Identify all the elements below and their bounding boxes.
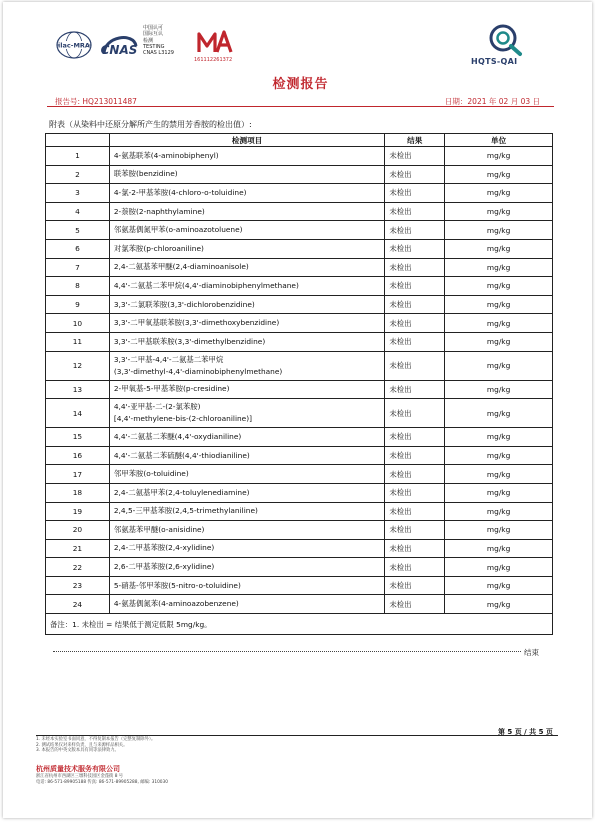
- unit-cell: mg/kg: [445, 351, 553, 380]
- company-name: 杭州质量技术服务有限公司: [36, 765, 120, 773]
- footnotes: [36, 737, 155, 754]
- test-item-name: [109, 595, 384, 614]
- table-row: [46, 239, 553, 258]
- test-item-line: 2,4-二氨基甲苯(2,4-toluylenediamine): [113, 487, 250, 497]
- test-item-name: [109, 380, 384, 399]
- row-number: 19: [46, 502, 110, 521]
- unit-cell: mg/kg: [445, 595, 553, 614]
- unit-cell: mg/kg: [445, 147, 553, 166]
- table-row: [46, 502, 553, 521]
- unit-cell: mg/kg: [445, 558, 553, 577]
- test-item-name: [109, 165, 384, 184]
- test-item-name: [109, 446, 384, 465]
- test-item-name: [109, 332, 384, 351]
- row-number: 14: [46, 399, 110, 428]
- test-item-line: 对氯苯胺(p-chloroaniline): [113, 243, 204, 253]
- test-item-line: 邻甲苯胺(o-toluidine): [113, 469, 189, 479]
- test-item-line: 3,3'-二甲氧基联苯胺(3,3'-dimethoxybenzidine): [113, 318, 280, 328]
- test-item-line: 3,3'-二氯联苯胺(3,3'-dichlorobenzidine): [113, 299, 255, 309]
- hqts-label: HQTS-QAI: [471, 57, 518, 66]
- table-row: [46, 147, 553, 166]
- row-number: 22: [46, 558, 110, 577]
- table-row: [46, 576, 553, 595]
- test-item-line: 2,6-二甲基苯胺(2,6-xylidine): [113, 562, 215, 572]
- table-row: [46, 539, 553, 558]
- test-item-name: [109, 314, 384, 333]
- table-row: [46, 521, 553, 540]
- result-cell: 未检出: [385, 558, 445, 577]
- address-line-2: 电话: 86-571-89905188 传真: 86-571-89905288, 邮编: 310030: [36, 779, 169, 785]
- result-cell: 未检出: [385, 314, 445, 333]
- test-item-name: [109, 239, 384, 258]
- footnote-1: 1. 未经本实验室书面同意，不得复制本报告（完整复制除外）。: [36, 737, 156, 742]
- table-row: [46, 380, 553, 399]
- test-item-line: 2-甲氧基-5-甲基苯胺(p-cresidine): [113, 384, 230, 394]
- table-row: [46, 221, 553, 240]
- cma-logo: [195, 28, 235, 54]
- unit-cell: mg/kg: [445, 221, 553, 240]
- table-row: [46, 184, 553, 203]
- test-item-name: [109, 428, 384, 447]
- table-body: [46, 147, 553, 614]
- result-cell: 未检出: [385, 202, 445, 221]
- table-header-row: [46, 134, 553, 147]
- report-number: 报告号: HQ213011487: [55, 97, 137, 106]
- result-cell: 未检出: [385, 147, 445, 166]
- row-number: 5: [46, 221, 110, 240]
- svg-text:CNAS: CNAS: [100, 43, 138, 57]
- unit-cell: mg/kg: [445, 295, 553, 314]
- test-item-line: 2-萘胺(2-naphthylamine): [113, 206, 205, 216]
- unit-cell: mg/kg: [445, 576, 553, 595]
- test-item-name: [109, 351, 384, 380]
- result-cell: 未检出: [385, 277, 445, 296]
- unit-cell: mg/kg: [445, 428, 553, 447]
- test-item-name: [109, 277, 384, 296]
- row-number: 13: [46, 380, 110, 399]
- row-number: 2: [46, 165, 110, 184]
- row-number: 4: [46, 202, 110, 221]
- cnas-line-4: TESTING: [143, 43, 165, 50]
- test-item-line: 4,4'-二氨基二苯硫醚(4,4'-thiodianiline): [113, 450, 250, 460]
- table-row: [46, 165, 553, 184]
- row-number: 6: [46, 239, 110, 258]
- test-item-name: [109, 521, 384, 540]
- row-number: 15: [46, 428, 110, 447]
- table-row: [46, 465, 553, 484]
- table-row: [46, 258, 553, 277]
- result-cell: 未检出: [385, 465, 445, 484]
- footnote-2: 2. 测试结果仅对来样负责，且与来源样品相关。: [36, 742, 128, 748]
- test-item-line: 4-氨基偶氮苯(4-aminoazobenzene): [113, 599, 239, 609]
- page-number: 第 5 页 / 共 5 页: [498, 728, 553, 736]
- result-cell: 未检出: [385, 295, 445, 314]
- test-item-name: [109, 295, 384, 314]
- table-row: [46, 399, 553, 428]
- row-number: 1: [46, 147, 110, 166]
- test-item-name: [109, 483, 384, 502]
- row-number: 21: [46, 539, 110, 558]
- unit-cell: mg/kg: [445, 502, 553, 521]
- dotted-divider: [53, 651, 521, 652]
- cnas-line-5: CNAS L3129: [143, 50, 174, 57]
- cnas-line-2: 国际互认: [143, 31, 164, 38]
- unit-cell: mg/kg: [445, 539, 553, 558]
- result-cell: 未检出: [385, 595, 445, 614]
- hqts-logo: [486, 22, 526, 58]
- results-table: [45, 133, 553, 635]
- row-number: 23: [46, 576, 110, 595]
- unit-cell: mg/kg: [445, 399, 553, 428]
- test-item-line: 3,3'-二甲基联苯胺(3,3'-dimethylbenzidine): [113, 336, 266, 346]
- company-address: [36, 774, 168, 785]
- test-item-name: [109, 502, 384, 521]
- header-unit: 单位: [445, 134, 553, 147]
- test-item-line: 4,4'-二氨基二苯醚(4,4'-oxydianiline): [113, 431, 242, 441]
- result-cell: 未检出: [385, 428, 445, 447]
- unit-cell: mg/kg: [445, 332, 553, 351]
- svg-text:ilac-MRA: ilac-MRA: [58, 41, 90, 50]
- header-no: [46, 134, 110, 147]
- result-cell: 未检出: [385, 351, 445, 380]
- test-item-name: [109, 465, 384, 484]
- test-item-name: [109, 558, 384, 577]
- test-item-line: 4-氨基联苯(4-aminobiphenyl): [113, 150, 219, 160]
- test-item-line: 5-硝基-邻甲苯胺(5-nitro-o-toluidine): [113, 580, 241, 590]
- result-cell: 未检出: [385, 258, 445, 277]
- test-item-line: 4-氯-2-甲基苯胺(4-chloro-o-toluidine): [113, 187, 247, 197]
- row-number: 9: [46, 295, 110, 314]
- ilac-mra-logo: [55, 30, 93, 60]
- note-text: 备注：1. 未检出 = 结果低于测定低限 5mg/kg。: [46, 614, 553, 635]
- test-item-name: [109, 258, 384, 277]
- row-number: 24: [46, 595, 110, 614]
- result-cell: 未检出: [385, 539, 445, 558]
- test-item-line: 4,4'-二氨基二苯甲烷(4,4'-diaminobiphenylmethane): [113, 280, 299, 290]
- unit-cell: mg/kg: [445, 184, 553, 203]
- result-cell: 未检出: [385, 399, 445, 428]
- row-number: 10: [46, 314, 110, 333]
- unit-cell: mg/kg: [445, 521, 553, 540]
- result-cell: 未检出: [385, 380, 445, 399]
- test-item-line: 2,4-二甲基苯胺(2,4-xylidine): [113, 543, 215, 553]
- result-cell: 未检出: [385, 221, 445, 240]
- test-item-line: 联苯胺(benzidine): [113, 169, 178, 179]
- row-number: 7: [46, 258, 110, 277]
- result-cell: 未检出: [385, 165, 445, 184]
- header-test-item: 检测项目: [109, 134, 384, 147]
- table-row: [46, 295, 553, 314]
- footnote-3: 3. 本报告的中英文版本具有同等法律效力。: [36, 748, 119, 754]
- unit-cell: mg/kg: [445, 165, 553, 184]
- cma-number: 161112261372: [194, 57, 233, 63]
- test-item-line: 4,4'-亚甲基-二-(2-氯苯胺): [113, 402, 201, 412]
- test-item-name: [109, 539, 384, 558]
- unit-cell: mg/kg: [445, 446, 553, 465]
- table-row: [46, 483, 553, 502]
- test-item-line: 邻氨基偶氮甲苯(o-aminoazotoluene): [113, 225, 243, 235]
- note-row: [46, 614, 553, 635]
- result-cell: 未检出: [385, 521, 445, 540]
- test-item-name: [109, 221, 384, 240]
- unit-cell: mg/kg: [445, 202, 553, 221]
- unit-cell: mg/kg: [445, 483, 553, 502]
- test-item-line: 邻氨基苯甲醚(o-anisidine): [113, 524, 205, 534]
- table-row: [46, 202, 553, 221]
- result-cell: 未检出: [385, 502, 445, 521]
- table-row: [46, 428, 553, 447]
- result-cell: 未检出: [385, 184, 445, 203]
- result-cell: 未检出: [385, 483, 445, 502]
- table-row: [46, 595, 553, 614]
- row-number: 12: [46, 351, 110, 380]
- test-item-name: [109, 202, 384, 221]
- table-row: [46, 314, 553, 333]
- unit-cell: mg/kg: [445, 239, 553, 258]
- table-row: [46, 558, 553, 577]
- address-line-1: 浙江省杭州市西湖区三墩科技园区金蓬街 8 号: [36, 774, 124, 779]
- footer-divider: [36, 735, 558, 736]
- cnas-line-3: 检测: [143, 37, 154, 44]
- table-row: [46, 332, 553, 351]
- cnas-logo: [98, 28, 140, 64]
- test-item-name: [109, 399, 384, 428]
- page-title: 检测报告: [272, 77, 329, 92]
- result-cell: 未检出: [385, 576, 445, 595]
- row-number: 18: [46, 483, 110, 502]
- test-item-name: [109, 576, 384, 595]
- row-number: 11: [46, 332, 110, 351]
- unit-cell: mg/kg: [445, 258, 553, 277]
- table-row: [46, 277, 553, 296]
- cnas-accreditation-text: [143, 25, 174, 56]
- test-item-line: 2,4,5-三甲基苯胺(2,4,5-trimethylaniline): [113, 506, 258, 516]
- unit-cell: mg/kg: [445, 465, 553, 484]
- end-mark: 结束: [524, 648, 539, 657]
- test-item-name: [109, 147, 384, 166]
- unit-cell: mg/kg: [445, 380, 553, 399]
- table-row: [46, 351, 553, 380]
- unit-cell: mg/kg: [445, 314, 553, 333]
- test-item-line-2: [4,4'-methylene-bis-(2-chloroaniline)]: [113, 414, 253, 424]
- cnas-line-1: 中国认可: [143, 25, 164, 31]
- result-cell: 未检出: [385, 332, 445, 351]
- test-item-line-2: (3,3'-dimethyl-4,4'-diaminobiphenylmethane): [113, 366, 283, 376]
- test-item-name: [109, 184, 384, 203]
- unit-cell: mg/kg: [445, 277, 553, 296]
- result-cell: 未检出: [385, 446, 445, 465]
- result-cell: 未检出: [385, 239, 445, 258]
- report-date: 日期：2021 年 02 月 03 日: [444, 97, 540, 106]
- row-number: 17: [46, 465, 110, 484]
- header-result: 结果: [385, 134, 445, 147]
- row-number: 3: [46, 184, 110, 203]
- test-item-line: 3,3'-二甲基-4,4'-二氨基二苯甲烷: [113, 354, 224, 364]
- row-number: 8: [46, 277, 110, 296]
- row-number: 16: [46, 446, 110, 465]
- row-number: 20: [46, 521, 110, 540]
- report-page: [3, 2, 592, 818]
- test-item-line: 2,4-二氨基苯甲醚(2,4-diaminoanisole): [113, 262, 249, 272]
- table-caption: 附表（从染料中还原分解所产生的禁用芳香胺的检出值）:: [49, 120, 252, 129]
- table-row: [46, 446, 553, 465]
- header-divider: [47, 106, 554, 107]
